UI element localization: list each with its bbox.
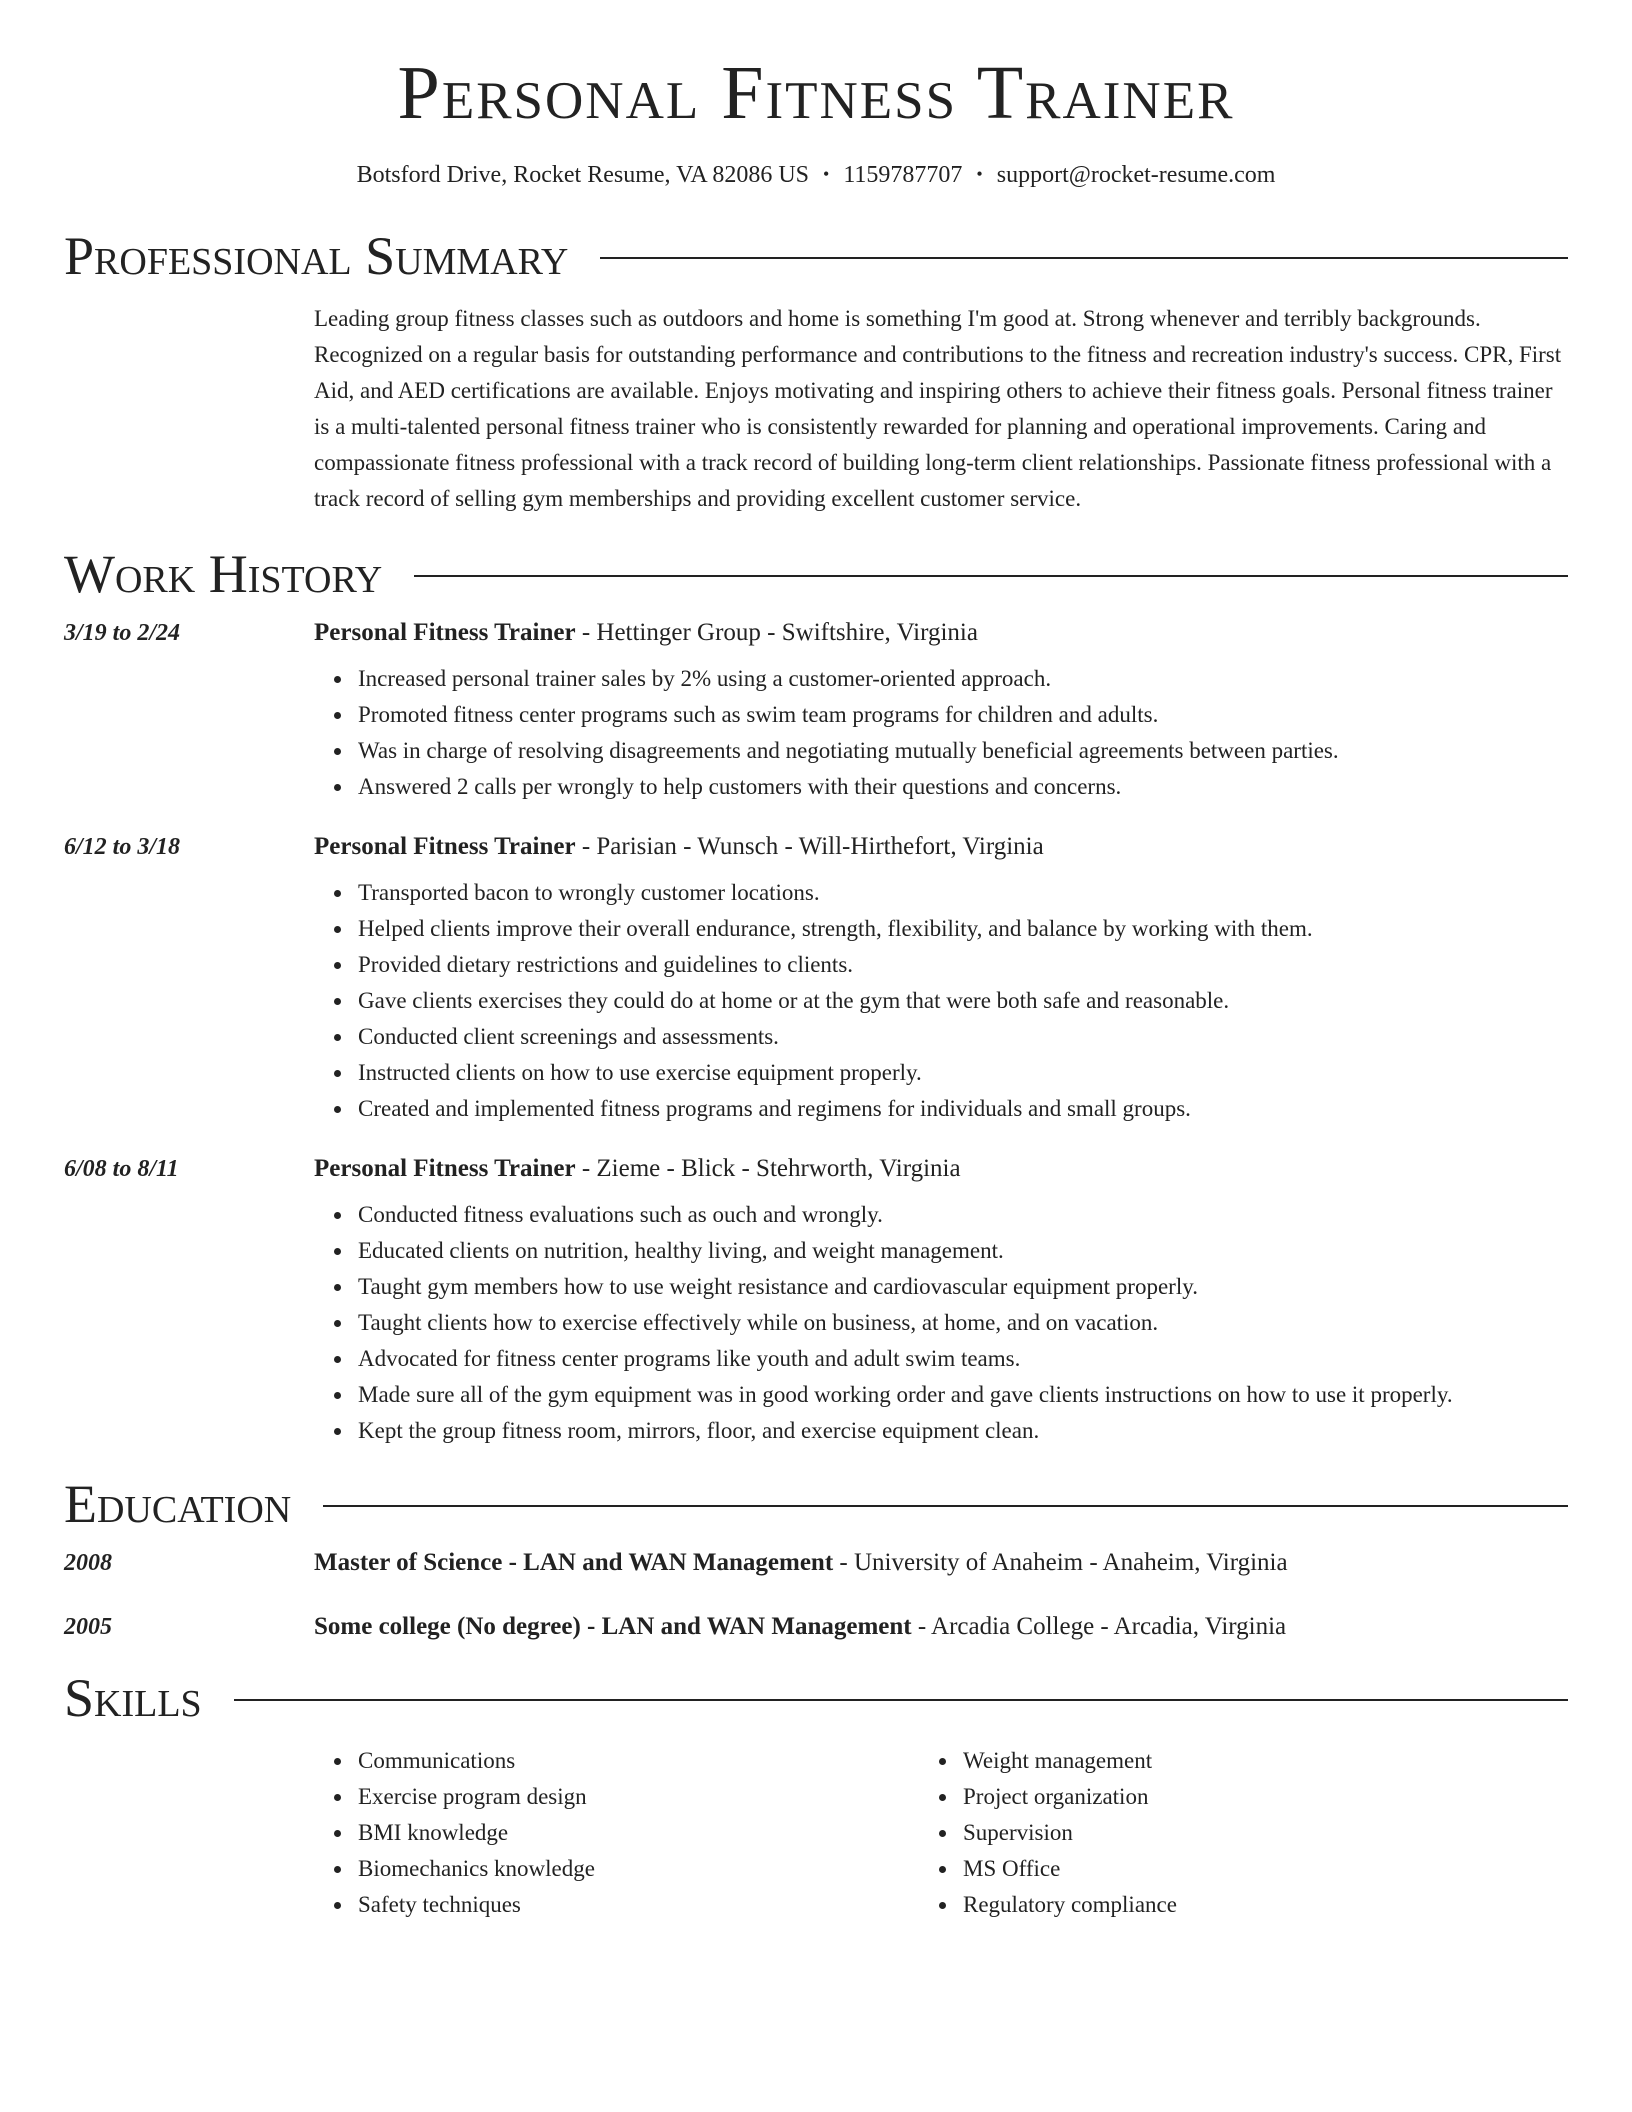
skills-section [64,1667,1568,1923]
list-item: Provided dietary restrictions and guidelines to clients. [358,947,1568,983]
education-line [314,1549,1288,1577]
list-item: Promoted fitness center programs such as swim team programs for children and adults. [358,697,1568,733]
list-item: Exercise program design [358,1779,963,1815]
job-header [64,833,1568,861]
list-item: Educated clients on nutrition, healthy living, and weight management. [358,1233,1568,1269]
job-details: - Hettinger Group - Swiftshire, Virginia [575,618,978,646]
job-details: - Zieme - Blick - Stehrworth, Virginia [575,1154,961,1182]
list-item: Regulatory compliance [963,1887,1568,1923]
list-item: Taught gym members how to use weight resistance and cardiovascular equipment properly. [358,1269,1568,1305]
section-title: Skills [64,1667,202,1728]
section-divider [414,575,1568,577]
list-item: Was in charge of resolving disagreements and negotiating mutually beneficial agreements between parties. [358,733,1568,769]
list-item: Created and implemented fitness programs and regimens for individuals and small groups. [358,1091,1568,1127]
job-entry [64,619,1568,805]
list-item: Weight management [963,1743,1568,1779]
list-item: Instructed clients on how to use exercise equipment properly. [358,1055,1568,1091]
job-bullets [358,875,1568,1127]
education-year: 2005 [64,1613,112,1640]
job-entry [64,1155,1568,1449]
education-entry [64,1549,1568,1577]
contact-email: support@rocket-resume.com [996,161,1276,188]
resume-name: Personal Fitness Trainer [397,51,1235,135]
job-role: Personal Fitness Trainer [314,832,576,860]
list-item: Advocated for fitness center programs like youth and adult swim teams. [358,1341,1568,1377]
list-item: Conducted fitness evaluations such as ouch and wrongly. [358,1197,1568,1233]
education-details: - Arcadia College - Arcadia, Virginia [911,1612,1287,1640]
job-bullets [358,1197,1568,1449]
job-title-line [314,619,978,647]
skills-list-left [358,1743,963,1923]
list-item: Conducted client screenings and assessments. [358,1019,1568,1055]
skills-columns [358,1743,1568,1923]
job-role: Personal Fitness Trainer [314,618,576,646]
education-line [314,1613,1286,1641]
section-title: Work History [64,543,383,604]
list-item: Biomechanics knowledge [358,1851,963,1887]
education-year: 2008 [64,1549,112,1576]
education-heading [64,1473,1568,1534]
work-history-heading [64,543,1568,604]
summary-section [64,225,1568,517]
list-item: Project organization [963,1779,1568,1815]
education-section [64,1473,1568,1641]
job-title-line [314,833,1044,861]
section-title: Professional Summary [64,225,569,286]
section-divider [600,257,1568,259]
summary-text: Leading group fitness classes such as outdoors and home is something I'm good at. Strong whenever and terribly backgrounds. Recognized on a regular basis for outstanding performance and contributions to the fitness and recreation industry's success. CPR, First Aid, and AED certifications are available. Enjoys motivating and inspiring others to achieve their fitness goals. Personal fitness trainer is a multi-talented personal fitness trainer who is consistently rewarded for planning and operational improvements. Caring and compassionate fitness professional with a track record of building long-term client relationships. Passionate fitness professional with a track record of selling gym memberships and providing excellent customer service. [314,305,1562,511]
job-entry [64,833,1568,1127]
job-dates: 3/19 to 2/24 [64,619,181,646]
job-title-line [314,1155,961,1183]
job-dates: 6/08 to 8/11 [64,1155,179,1182]
skills-list-right [963,1743,1568,1923]
list-item: Gave clients exercises they could do at home or at the gym that were both safe and reasonable. [358,983,1568,1019]
work-history-section [64,543,1568,1449]
list-item: Answered 2 calls per wrongly to help customers with their questions and concerns. [358,769,1568,805]
contact-separator: • [976,163,983,184]
education-details: - University of Anaheim - Anaheim, Virginia [833,1548,1288,1576]
education-degree: Master of Science - LAN and WAN Management [314,1548,834,1576]
skills-heading [64,1667,1568,1728]
section-divider [234,1699,1568,1701]
section-divider [323,1505,1568,1507]
contact-separator: • [823,163,830,184]
list-item: Made sure all of the gym equipment was in good working order and gave clients instructions on how to use it properly. [358,1377,1568,1413]
list-item: Supervision [963,1815,1568,1851]
education-entry [64,1613,1568,1641]
contact-address: Botsford Drive, Rocket Resume, VA 82086 US [356,161,809,188]
job-header [64,619,1568,647]
job-details: - Parisian - Wunsch - Will-Hirthefort, Virginia [575,832,1044,860]
job-dates: 6/12 to 3/18 [64,833,181,860]
contact-line [64,162,1568,189]
job-role: Personal Fitness Trainer [314,1154,576,1182]
contact-phone: 1159787707 [843,161,963,188]
list-item: Kept the group fitness room, mirrors, floor, and exercise equipment clean. [358,1413,1568,1449]
list-item: Taught clients how to exercise effectively while on business, at home, and on vacation. [358,1305,1568,1341]
education-degree: Some college (No degree) - LAN and WAN Management [314,1612,912,1640]
list-item: Transported bacon to wrongly customer locations. [358,875,1568,911]
list-item: Increased personal trainer sales by 2% using a customer-oriented approach. [358,661,1568,697]
list-item: Helped clients improve their overall endurance, strength, flexibility, and balance by working with them. [358,911,1568,947]
list-item: Communications [358,1743,963,1779]
list-item: BMI knowledge [358,1815,963,1851]
job-header [64,1155,1568,1183]
summary-heading [64,225,1568,286]
list-item: MS Office [963,1851,1568,1887]
list-item: Safety techniques [358,1887,963,1923]
job-bullets [358,661,1568,805]
section-title: Education [64,1473,292,1534]
